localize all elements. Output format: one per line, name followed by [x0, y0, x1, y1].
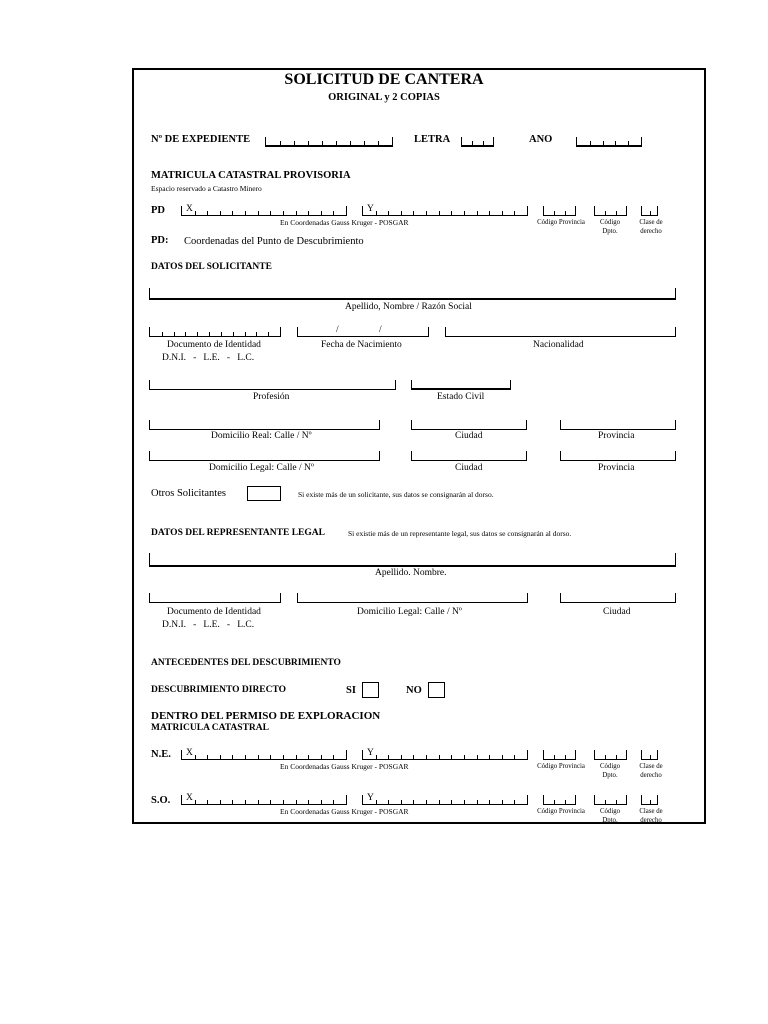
field-tick	[308, 211, 309, 215]
solicitante-nombre-label: Apellido, Nombre / Razón Social	[345, 302, 472, 312]
solicitante-documento-label: Documento de Identidad	[167, 340, 261, 350]
field-tick	[333, 800, 334, 804]
so-label: S.O.	[151, 795, 171, 806]
so-x-label: X	[186, 793, 193, 803]
ne-codigo-dpto-label: Código Dpto.	[599, 763, 620, 780]
field-tick	[401, 211, 402, 215]
representante-ciudad-label: Ciudad	[603, 607, 631, 617]
field-tick	[628, 141, 629, 145]
si-label: SI	[346, 685, 356, 696]
so-x-field[interactable]	[181, 795, 347, 805]
domicilio-real-ciudad-label: Ciudad	[455, 431, 483, 441]
so-codigo-dpto-label: Código Dpto.	[599, 808, 620, 825]
field-tick	[174, 332, 175, 336]
field-tick	[439, 211, 440, 215]
field-tick	[376, 211, 377, 215]
ne-coords-note: En Coordenadas Gauss Kruger - POSGAR	[280, 762, 409, 771]
form-title: SOLICITUD DE CANTERA	[284, 71, 484, 88]
no-checkbox[interactable]	[428, 682, 445, 698]
representante-nombre-label: Apellido. Nombre.	[375, 568, 447, 578]
field-tick	[401, 755, 402, 759]
ne-x-field[interactable]	[181, 750, 347, 760]
ne-x-label: X	[186, 748, 193, 758]
domicilio-legal-ciudad-field[interactable]	[411, 451, 527, 461]
field-tick	[554, 800, 555, 804]
solicitante-title: DATOS DEL SOLICITANTE	[151, 262, 272, 272]
field-tick	[283, 800, 284, 804]
si-checkbox[interactable]	[362, 682, 379, 698]
field-tick	[308, 755, 309, 759]
field-tick	[378, 141, 379, 145]
solicitante-estado-civil-field[interactable]	[411, 380, 511, 390]
ne-clase-derecho-field[interactable]	[641, 750, 658, 760]
field-tick	[195, 211, 196, 215]
field-tick	[308, 800, 309, 804]
field-tick	[245, 211, 246, 215]
pd-codigo-provincia-field[interactable]	[543, 206, 576, 216]
pd-codigo-dpto-field[interactable]	[594, 206, 627, 216]
solicitante-estado-civil-label: Estado Civil	[437, 392, 485, 402]
field-tick	[426, 800, 427, 804]
field-tick	[615, 141, 616, 145]
field-tick	[232, 211, 233, 215]
field-tick	[413, 211, 414, 215]
field-tick	[565, 800, 566, 804]
antecedentes-title: ANTECEDENTES DEL DESCUBRIMIENTO	[151, 658, 341, 668]
field-tick	[439, 755, 440, 759]
field-tick	[388, 800, 389, 804]
ne-clase-derecho-label: Clase de derecho	[639, 763, 663, 780]
field-tick	[296, 755, 297, 759]
field-tick	[185, 332, 186, 336]
field-tick	[233, 332, 234, 336]
domicilio-legal-field[interactable]	[149, 451, 380, 461]
field-tick	[376, 800, 377, 804]
field-tick	[388, 755, 389, 759]
field-tick	[650, 211, 651, 215]
otros-solicitantes-label: Otros Solicitantes	[151, 488, 226, 499]
representante-domicilio-field[interactable]	[297, 593, 528, 603]
field-tick	[258, 211, 259, 215]
field-tick	[451, 800, 452, 804]
field-tick	[514, 800, 515, 804]
field-tick	[502, 800, 503, 804]
solicitante-profesion-field[interactable]	[149, 380, 396, 390]
matricula-title: MATRICULA CATASTRAL PROVISORIA	[151, 170, 351, 181]
field-tick	[321, 755, 322, 759]
pd-x-field[interactable]	[181, 206, 347, 216]
ne-label: N.E.	[151, 749, 171, 760]
field-tick	[245, 755, 246, 759]
representante-ciudad-field[interactable]	[560, 593, 676, 603]
field-tick	[232, 800, 233, 804]
no-label: NO	[406, 685, 422, 696]
field-tick	[514, 755, 515, 759]
field-tick	[321, 800, 322, 804]
domicilio-real-provincia-field[interactable]	[560, 420, 676, 430]
field-tick	[605, 800, 606, 804]
pd-y-field[interactable]	[362, 206, 528, 216]
so-y-field[interactable]	[362, 795, 528, 805]
representante-documento-label: Documento de Identidad	[167, 607, 261, 617]
field-tick	[220, 755, 221, 759]
pd-clase-derecho-field[interactable]	[641, 206, 658, 216]
pd-codigo-provincia-label: Código Provincia	[537, 219, 585, 226]
field-tick	[376, 755, 377, 759]
field-tick	[464, 211, 465, 215]
form-subtitle: ORIGINAL y 2 COPIAS	[328, 92, 440, 103]
field-tick	[283, 211, 284, 215]
so-codigo-provincia-label: Código Provincia	[537, 808, 585, 815]
descubrimiento-directo-label: DESCUBRIMIENTO DIRECTO	[151, 685, 287, 695]
domicilio-legal-provincia-field[interactable]	[560, 451, 676, 461]
field-tick	[364, 141, 365, 145]
domicilio-real-field[interactable]	[149, 420, 380, 430]
field-tick	[221, 332, 222, 336]
so-clase-derecho-field[interactable]	[641, 795, 658, 805]
so-codigo-provincia-field[interactable]	[543, 795, 576, 805]
field-tick	[489, 211, 490, 215]
field-tick	[268, 332, 269, 336]
field-tick	[565, 211, 566, 215]
field-tick	[220, 211, 221, 215]
field-tick	[590, 141, 591, 145]
field-tick	[616, 755, 617, 759]
field-tick	[308, 141, 309, 145]
field-tick	[258, 755, 259, 759]
domicilio-legal-label: Domicilio Legal: Calle / Nº	[209, 463, 314, 473]
field-tick	[256, 332, 257, 336]
field-tick	[220, 800, 221, 804]
field-tick	[413, 800, 414, 804]
ne-codigo-provincia-label: Código Provincia	[537, 763, 585, 770]
field-tick	[489, 800, 490, 804]
representante-title: DATOS DEL REPRESENTANTE LEGAL	[151, 528, 325, 538]
field-tick	[605, 755, 606, 759]
field-tick	[296, 800, 297, 804]
field-tick	[245, 800, 246, 804]
field-tick	[294, 141, 295, 145]
field-tick	[477, 800, 478, 804]
field-tick	[296, 211, 297, 215]
solicitante-documento-field[interactable]	[149, 327, 281, 337]
field-tick	[321, 211, 322, 215]
domicilio-real-provincia-label: Provincia	[598, 431, 635, 441]
field-tick	[232, 755, 233, 759]
field-tick	[209, 332, 210, 336]
field-tick	[650, 755, 651, 759]
field-tick	[333, 211, 334, 215]
field-tick	[439, 800, 440, 804]
field-tick	[489, 755, 490, 759]
otros-solicitantes-box[interactable]	[247, 486, 281, 501]
solicitante-nombre-field[interactable]	[149, 288, 676, 300]
ne-codigo-dpto-field[interactable]	[594, 750, 627, 760]
field-tick	[388, 211, 389, 215]
solicitante-fecha-label: Fecha de Nacimiento	[321, 340, 402, 350]
field-tick	[472, 141, 473, 145]
so-y-label: Y	[367, 793, 374, 803]
solicitante-documento-types: D.N.I. - L.E. - L.C.	[162, 353, 255, 363]
field-tick	[554, 211, 555, 215]
field-tick	[207, 755, 208, 759]
field-tick	[195, 800, 196, 804]
field-tick	[616, 800, 617, 804]
ne-y-label: Y	[367, 748, 374, 758]
expediente-field[interactable]	[265, 137, 393, 147]
pd-x-label: X	[186, 204, 193, 214]
field-tick	[270, 755, 271, 759]
field-tick	[195, 755, 196, 759]
permiso-title: DENTRO DEL PERMISO DE EXPLORACION	[151, 710, 381, 722]
field-tick	[554, 755, 555, 759]
field-tick	[280, 141, 281, 145]
pd-coords-note: En Coordenadas Gauss Kruger - POSGAR	[280, 218, 409, 227]
field-tick	[270, 800, 271, 804]
field-tick	[322, 141, 323, 145]
field-tick	[565, 755, 566, 759]
field-tick	[197, 332, 198, 336]
ne-y-field[interactable]	[362, 750, 528, 760]
field-tick	[650, 800, 651, 804]
representante-domicilio-label: Domicilio Legal: Calle / Nº	[357, 607, 462, 617]
domicilio-real-label: Domicilio Real: Calle / Nº	[211, 431, 312, 441]
ano-field[interactable]	[576, 137, 642, 147]
pd-desc: Coordenadas del Punto de Descubrimiento	[184, 236, 364, 247]
field-tick	[162, 332, 163, 336]
field-tick	[333, 755, 334, 759]
ne-codigo-provincia-field[interactable]	[543, 750, 576, 760]
pd-label: PD	[151, 205, 165, 216]
representante-note: Si existie más de un representante legal, sus datos se consignarán al dorso.	[348, 529, 572, 538]
field-tick	[283, 755, 284, 759]
pd-clase-derecho-label: Clase de derecho	[639, 219, 663, 236]
field-tick	[477, 211, 478, 215]
solicitante-profesion-label: Profesión	[253, 392, 290, 402]
field-tick	[451, 211, 452, 215]
field-tick	[258, 800, 259, 804]
otros-solicitantes-note: Si existe más de un solicitante, sus datos se consignarán al dorso.	[298, 490, 494, 499]
pd-y-label: Y	[367, 204, 374, 214]
field-tick	[483, 141, 484, 145]
solicitante-nacionalidad-label: Nacionalidad	[533, 340, 584, 350]
ano-label: ANO	[529, 134, 553, 145]
pd-desc-label: PD:	[151, 235, 169, 246]
field-tick	[502, 755, 503, 759]
pd-codigo-dpto-label: Código Dpto.	[599, 219, 620, 236]
field-tick	[451, 755, 452, 759]
expediente-label: Nº DE EXPEDIENTE	[151, 134, 251, 145]
so-codigo-dpto-field[interactable]	[594, 795, 627, 805]
field-tick	[502, 211, 503, 215]
so-clase-derecho-label: Clase de derecho	[639, 808, 663, 825]
field-tick	[207, 800, 208, 804]
field-tick	[464, 755, 465, 759]
field-tick	[207, 211, 208, 215]
field-tick	[426, 211, 427, 215]
representante-documento-field[interactable]	[149, 593, 281, 603]
field-tick	[426, 755, 427, 759]
field-tick	[477, 755, 478, 759]
field-tick	[401, 800, 402, 804]
field-tick	[514, 211, 515, 215]
matricula-catastral-label: MATRICULA CATASTRAL	[151, 723, 269, 733]
representante-documento-types: D.N.I. - L.E. - L.C.	[162, 620, 255, 630]
field-tick	[616, 211, 617, 215]
field-tick	[336, 141, 337, 145]
representante-nombre-field[interactable]	[149, 553, 676, 567]
so-coords-note: En Coordenadas Gauss Kruger - POSGAR	[280, 807, 409, 816]
field-tick	[413, 755, 414, 759]
domicilio-legal-provincia-label: Provincia	[598, 463, 635, 473]
field-tick	[270, 211, 271, 215]
letra-label: LETRA	[414, 134, 451, 145]
field-tick	[603, 141, 604, 145]
field-tick	[464, 800, 465, 804]
field-tick	[605, 211, 606, 215]
solicitante-nacionalidad-field[interactable]	[445, 327, 676, 337]
domicilio-legal-ciudad-label: Ciudad	[455, 463, 483, 473]
field-tick	[350, 141, 351, 145]
domicilio-real-ciudad-field[interactable]	[411, 420, 527, 430]
fecha-separators: / /	[336, 325, 382, 335]
matricula-note: Espacio reservado a Catastro Minero	[151, 184, 262, 193]
letra-field[interactable]	[461, 137, 494, 147]
field-tick	[245, 332, 246, 336]
